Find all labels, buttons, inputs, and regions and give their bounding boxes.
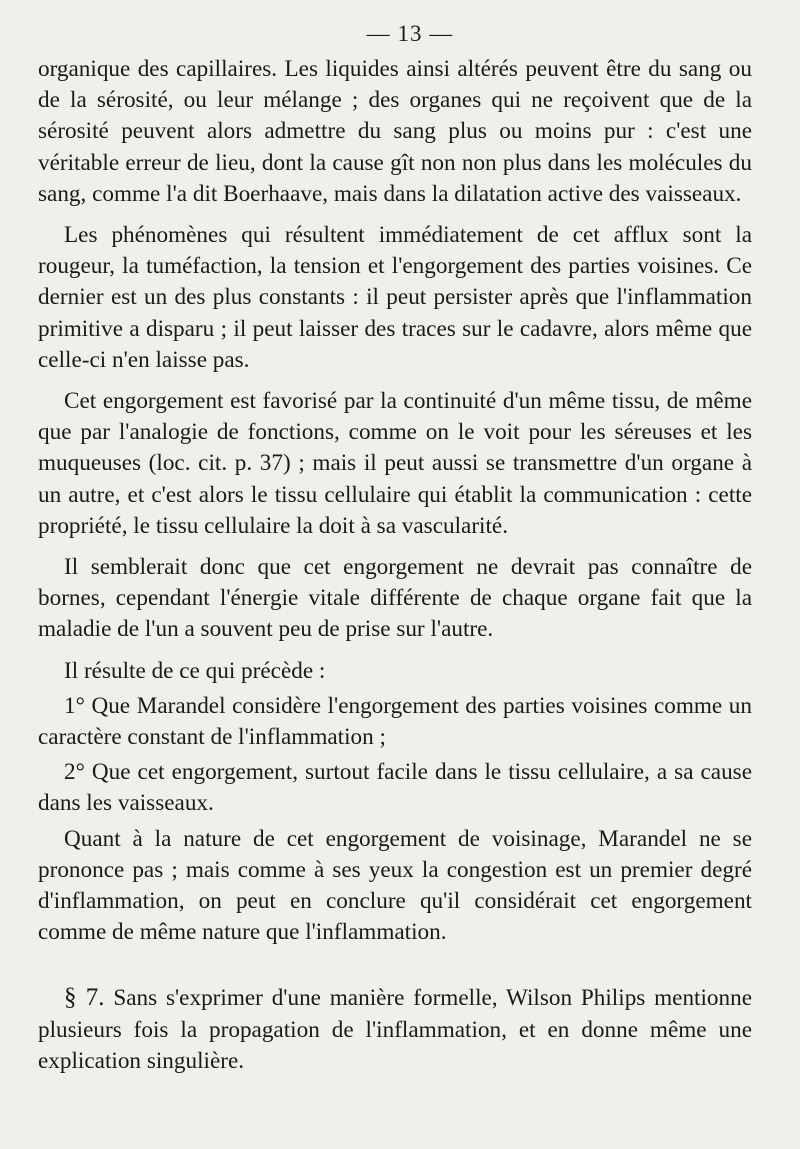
paragraph-5: Il résulte de ce qui précède : (64, 657, 326, 684)
body-text (38, 54, 752, 1077)
paragraph-4: Il semblerait donc que cet engorgement ne devrait pas connaître de bornes, cependant l'énergie vitale différente de chaque organe fait que la maladie de l'un a souvent peu de prise sur l'autre. (38, 554, 752, 643)
paragraph-6: Quant à la nature de cet engorgement de voisinage, Marandel ne se prononce pas ; mais comme à ses yeux la congestion est un premier degré d'inflammation, on peut en conclure qu'il considérait cet engorgement comme de même nature que l'inflammation. (38, 825, 752, 946)
paragraph-1: organique des capillaires. Les liquides ainsi altérés peuvent être du sang ou de la sérosité, ou leur mélange ; des organes qui ne reçoivent que de la sérosité peuvent alors admettre du sang plus ou moins pur : c'est une véritable erreur de lieu, dont la cause gît non non plus dans les molécules du sang, comme l'a dit Boerhaave, mais dans la dilatation active des vaisseaux. (38, 56, 752, 207)
paragraph-2: Les phénomènes qui résultent immédiatement de cet afflux sont la rougeur, la tuméfaction, la tension et l'engorgement des parties voisines. Ce dernier est un des plus constants : il peut persister après que l'inflammation primitive a disparu ; il peut laisser des traces sur le cadavre, alors même que celle-ci n'en laisse pas. (38, 222, 752, 373)
section-label: § 7. (64, 984, 105, 1012)
section-7-paragraph (38, 982, 752, 1077)
list-item-1: 1° Que Marandel considère l'engorgement des parties voisines comme un caractère constant de l'inflammation ; (38, 692, 752, 751)
paragraph-3: Cet engorgement est favorisé par la continuité d'un même tissu, de même que par l'analogie de fonctions, comme on le voit pour les séreuses et les muqueuses (loc. cit. p. 37) ; mais il peut aussi se transmettre d'un organe à un autre, et c'est alors le tissu cellulaire qui établit la communication : cette propriété, le tissu cellulaire la doit à sa vascularité. (38, 388, 752, 539)
section-text: Sans s'exprimer d'une manière formelle, Wilson Philips mentionne plusieurs fois la propagation de l'inflammation, et en donne même une explication singulière. (38, 985, 753, 1074)
page-number: — 13 — (366, 21, 454, 46)
list-item-2: 2° Que cet engorgement, surtout facile dans le tissu cellulaire, a sa cause dans les vaisseaux. (38, 759, 752, 817)
